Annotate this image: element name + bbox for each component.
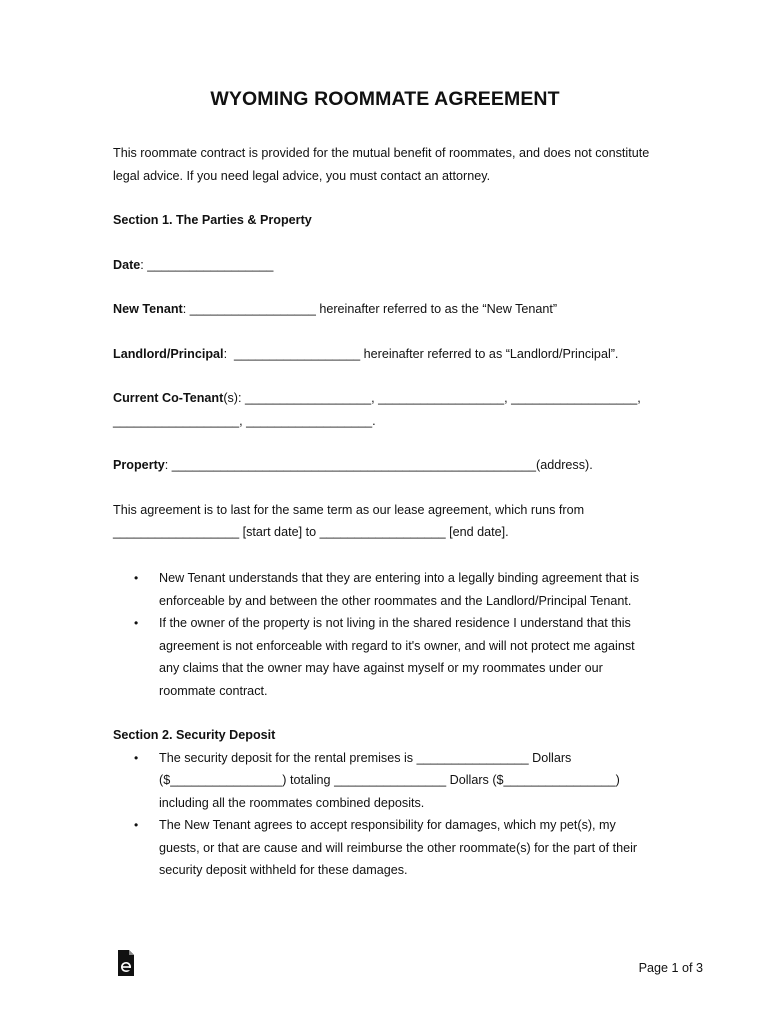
page-number: Page 1 of 3 (638, 961, 703, 975)
cotenant-blanks: (s): __________________, __________________, __________________, (223, 391, 641, 405)
bullet-marker: • (134, 751, 139, 765)
cotenant-line-2: __________________, __________________. (113, 414, 376, 428)
bullet1-line-1: New Tenant understands that they are entering into a legally binding agreement that is (159, 571, 640, 585)
landlord-blank: : __________________ hereinafter referred to as “Landlord/Principal”. (223, 347, 619, 361)
term-line-1: This agreement is to last for the same term as our lease agreement, which runs from (113, 503, 585, 517)
bullet-marker: • (134, 571, 139, 585)
bullet2-line-1: If the owner of the property is not living in the shared residence I understand that this (159, 616, 631, 630)
new-tenant-line (113, 302, 557, 316)
damages-line-3: security deposit withheld for these damages. (159, 863, 408, 877)
property-blank: : ____________________________________________________(address). (164, 458, 593, 472)
intro-line-2: legal advice. If you need legal advice, you must contact an attorney. (113, 169, 491, 183)
bullet2-line-4: roommate contract. (159, 684, 268, 698)
bullet2-line-3: any claims that the owner may have against myself or my roommates under our (159, 661, 603, 675)
date-blank: : __________________ (140, 258, 274, 272)
new-tenant-label: New Tenant (113, 302, 183, 316)
landlord-line (113, 347, 618, 361)
section1-heading: Section 1. The Parties & Property (113, 213, 312, 227)
bullet1-line-2: enforceable by and between the other roommates and the Landlord/Principal Tenant. (159, 594, 632, 608)
deposit-line-3: including all the roommates combined deposits. (159, 796, 425, 810)
bullet2-line-2: agreement is not enforceable with regard to it's owner, and will not protect me against (159, 639, 635, 653)
new-tenant-blank: : __________________ hereinafter referred to as the “New Tenant” (182, 302, 558, 316)
eforms-logo-icon (118, 950, 134, 976)
property-line (113, 458, 593, 472)
landlord-label: Landlord/Principal (113, 347, 224, 361)
damages-line-1: The New Tenant agrees to accept responsibility for damages, which my pet(s), my (159, 818, 616, 832)
term-line-2: __________________ [start date] to __________________ [end date]. (113, 525, 509, 539)
deposit-line-1: The security deposit for the rental premises is ________________ Dollars (159, 751, 572, 765)
intro-line-1: This roommate contract is provided for the mutual benefit of roommates, and does not constitute (113, 146, 650, 160)
bullet-marker: • (134, 616, 139, 630)
date-field-line (113, 258, 273, 272)
cotenant-label: Current Co-Tenant (113, 391, 224, 405)
document-title: WYOMING ROOMMATE AGREEMENT (210, 88, 560, 110)
date-label: Date (113, 258, 141, 272)
damages-line-2: guests, or that are cause and will reimburse the other roommate(s) for the part of their (159, 841, 638, 855)
section2-heading: Section 2. Security Deposit (113, 728, 276, 742)
deposit-line-2: ($________________) totaling ________________ Dollars ($________________) (159, 773, 620, 787)
cotenant-line (113, 391, 641, 405)
property-label: Property (113, 458, 165, 472)
bullet-marker: • (134, 818, 139, 832)
